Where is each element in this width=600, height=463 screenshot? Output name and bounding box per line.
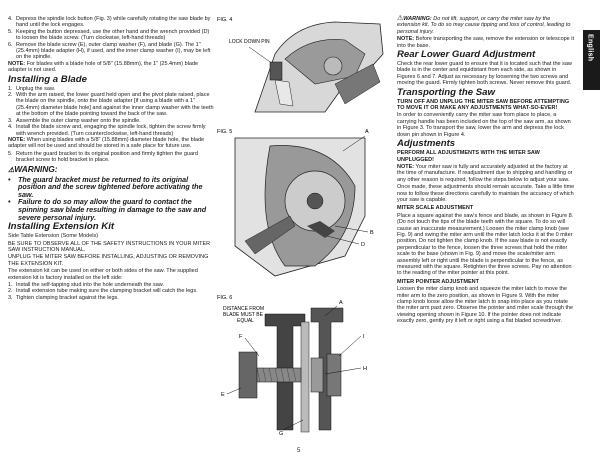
adjust-caps: PERFORM ALL ADJUSTMENTS WITH THE MITER SAW UNPLUGGED! — [397, 150, 540, 163]
step-list-install — [8, 86, 214, 137]
callout-a: A — [339, 300, 343, 306]
figure-6 — [215, 292, 393, 442]
section-title-adjustments: Adjustments — [397, 138, 456, 150]
figure-5-label: FIG. 5 — [217, 129, 233, 135]
miter-pointer-text: Loosen the miter clamp knob and squeeze the miter latch to move the miter arm to the zero position, as shown in Figure 9. With the miter clamp knob loose allow the miter latch to snap into place as you rotate the miter arm past zero. Observe the pointer and miter scale through the viewing opening shown in Figure 10. If the pointer does not indicate exactly zero, gently pry it left or right using a flat bladed screwdriver. — [397, 286, 574, 325]
extension-safety-caps: BE SURE TO OBSERVE ALL OF THE SAFETY INSTRUCTIONS IN YOUR MITER SAW INSTRUCTION MANUAL. — [8, 240, 211, 253]
list-item: 6. Remove the blade screw (E), outer clamp washer (F), and blade (G). The 1" (25.4mm) blade adapter (H), if used, and the inner clamp washer (I), may be left on the spindle. — [8, 41, 211, 61]
list-item: 3. Tighten clamping bracket against the legs. — [8, 294, 119, 301]
left-column — [8, 16, 214, 301]
callout-a: A — [365, 129, 369, 135]
figure-5 — [215, 126, 393, 286]
transport-caps: TURN OFF AND UNPLUG THE MITER SAW BEFORE ATTEMPTING TO MOVE IT OR MAKE ANY ADJUSTMENTS WHAT-SO-EVER! — [397, 98, 570, 112]
right-column — [397, 16, 575, 326]
transport-text: In order to conveniently carry the miter saw from place to place, a carrying handle has been included on the top of the saw arm, as shown in Figure 3. To transport the saw, lower the arm and depress the lock down pin shown in Figure 4. — [397, 112, 571, 138]
extension-subtitle: Side Table Extension (Some Models) — [8, 233, 99, 240]
note-blade-adapter: NOTE: For blades with a blade hole of 5/8" (15.88mm), the 1" (25.4mm) blade adapter is not used. — [8, 60, 199, 74]
callout-d: D — [361, 242, 365, 248]
language-tab — [583, 30, 600, 90]
callout-h: H — [363, 366, 367, 372]
step-list-remove — [8, 16, 214, 61]
figure-4-label: FIG. 4 — [217, 17, 233, 23]
list-item: 4. Install the blade screw and, engaging the spindle lock, tighten the screw firmly with wrench provided. (Turn counterclockwise, left-hand threads) — [8, 124, 206, 137]
miter-scale-text: Place a square against the saw's fence and blade, as shown in Figure 8. (Do not touch the tips of the blade teeth with the square. To do so will cause an inaccurate measurement.) Loosen the miter clamp knob (see Fig. 9) and swing the miter arm until the miter latch locks it at the 0 miter position. Do not tighten the clamp knob. If the saw blade is not exactly perpendicular to the fence, loosen the three screws that hold the miter scale to the base (shown in Fig. 9) and move the scale/miter arm assembly left or right until the blade is perpendicular to the fence, as measured with the square. Retighten the three screws. Pay no attention to the reading of the miter pointer at this point. — [397, 212, 574, 277]
warning-extension: ⚠WARNING: Do not lift, support, or carry the miter saw by the extension kit. To do so may cause tipping and loss of control, leading to personal injury. — [397, 15, 571, 35]
list-item: 1. Unplug the saw. — [8, 85, 56, 92]
list-item: 4. Depress the spindle lock button (Fig. 3) while carefully rotating the saw blade by hand until the lock engages. — [8, 16, 211, 29]
section-title-transporting: Transporting the Saw — [397, 86, 495, 98]
figure-5-illustration — [215, 126, 393, 286]
lock-down-pin-callout: LOCK DOWN PIN — [229, 39, 270, 45]
extension-unplug-caps: UNPLUG THE MITER SAW BEFORE INSTALLING, ADJUSTING OR REMOVING THE EXTENSION KIT. — [8, 254, 209, 267]
adjust-text: Once made, these adjustments should remain accurate. Take a little time now to follow these directions carefully to maintain the accuracy of which your saw is capable. — [397, 184, 575, 203]
figure-6-illustration — [215, 292, 393, 442]
bullet-icon: • — [8, 197, 11, 207]
note-blade-storage: NOTE: When using blades with a 5/8" (15.88mm) diameter blade hole, the blade adapter will not be used and should be stored in a safe place for future use. — [8, 136, 205, 150]
step-list-extension — [8, 282, 214, 301]
callout-g: G — [279, 431, 284, 437]
warning-heading: ⚠WARNING: — [8, 163, 58, 174]
list-item: 2. With the arm raised, the lower guard held open and the pivot plate raised, place the blade on the spindle, onto the blade adapter [if using a blade with a 1" (25.4mm) diameter blade hole] and against the inner clamp washer with the teeth at the bottom of the blade pointing toward the back of the saw. — [8, 92, 214, 118]
page-number: 5 — [297, 448, 301, 454]
figure-4-illustration — [215, 14, 393, 114]
list-item: 1. Install the self-tapping stud into the hole underneath the saw. — [8, 281, 164, 288]
warning-triangle-icon: ⚠ — [8, 166, 15, 174]
warning-triangle-icon: ⚠ — [397, 15, 404, 22]
list-item: 3. Assemble the outer clamp washer onto the spindle. — [8, 117, 141, 124]
rear-guard-text: Check the rear lower guard to ensure that it is located such that the saw blade is in the center and equidistant from each side, as shown in Figures 6 and 7. Adjust as necessary by loosening the two screws and moving the guard. Firmly tighten both screws. Never remove this guard. — [397, 61, 572, 87]
section-title-rear-guard: Rear Lower Guard Adjustment — [397, 49, 536, 61]
callout-b: B — [370, 230, 374, 236]
callout-f: F — [239, 334, 243, 340]
distance-callout-line2: BLADE MUST BE — [223, 312, 263, 318]
warning-bullet: • The guard bracket must be returned to its original position and the screw tightened before activating the saw. — [8, 174, 203, 199]
list-item: 5. Return the guard bracket to its original position and firmly tighten the guard bracket screw to hold bracket in place. — [8, 150, 198, 164]
miter-pointer-title: MITER POINTER ADJUSTMENT — [397, 278, 479, 285]
distance-callout-line3: EQUAL — [237, 318, 254, 324]
figure-4 — [215, 14, 393, 114]
miter-scale-title: MITER SCALE ADJUSTMENT — [397, 205, 474, 212]
warning-bullet: • Failure to do so may allow the guard to contact the spinning saw blade resulting in damage to the saw and severe personal injury. — [8, 197, 207, 222]
adjust-note: NOTE: Your miter saw is fully and accurately adjusted at the factory at the time of manufacture. If readjustment due to shipping and handling or any other reason is required, follow the steps below to adjust your saw. — [397, 163, 573, 183]
list-item: 2. Install extension tube making sure the clamping bracket will catch the legs. — [8, 288, 198, 295]
distance-callout-line1: DISTANCE FROM — [223, 306, 265, 312]
language-tab-label: English — [586, 34, 594, 62]
extension-text: The extension kit can be used on either or both sides of the saw. The supplied extension kit is factory installed on the left side: — [8, 268, 198, 281]
callout-i: I — [363, 334, 365, 340]
section-title-installing-blade: Installing a Blade — [8, 73, 87, 85]
bullet-icon: • — [8, 174, 11, 184]
section-title-extension-kit: Installing Extension Kit — [8, 221, 115, 233]
callout-e: E — [221, 392, 225, 398]
list-item: 5. Keeping the button depressed, use the other hand and the wrench provided (D) to loosen the blade screw. (Turn clockwise, left-hand threads) — [8, 28, 210, 42]
figure-6-label: FIG. 6 — [217, 295, 233, 301]
note-transport: NOTE: Before transporting the saw, remove the extension or telescope it into the base. — [397, 36, 575, 49]
